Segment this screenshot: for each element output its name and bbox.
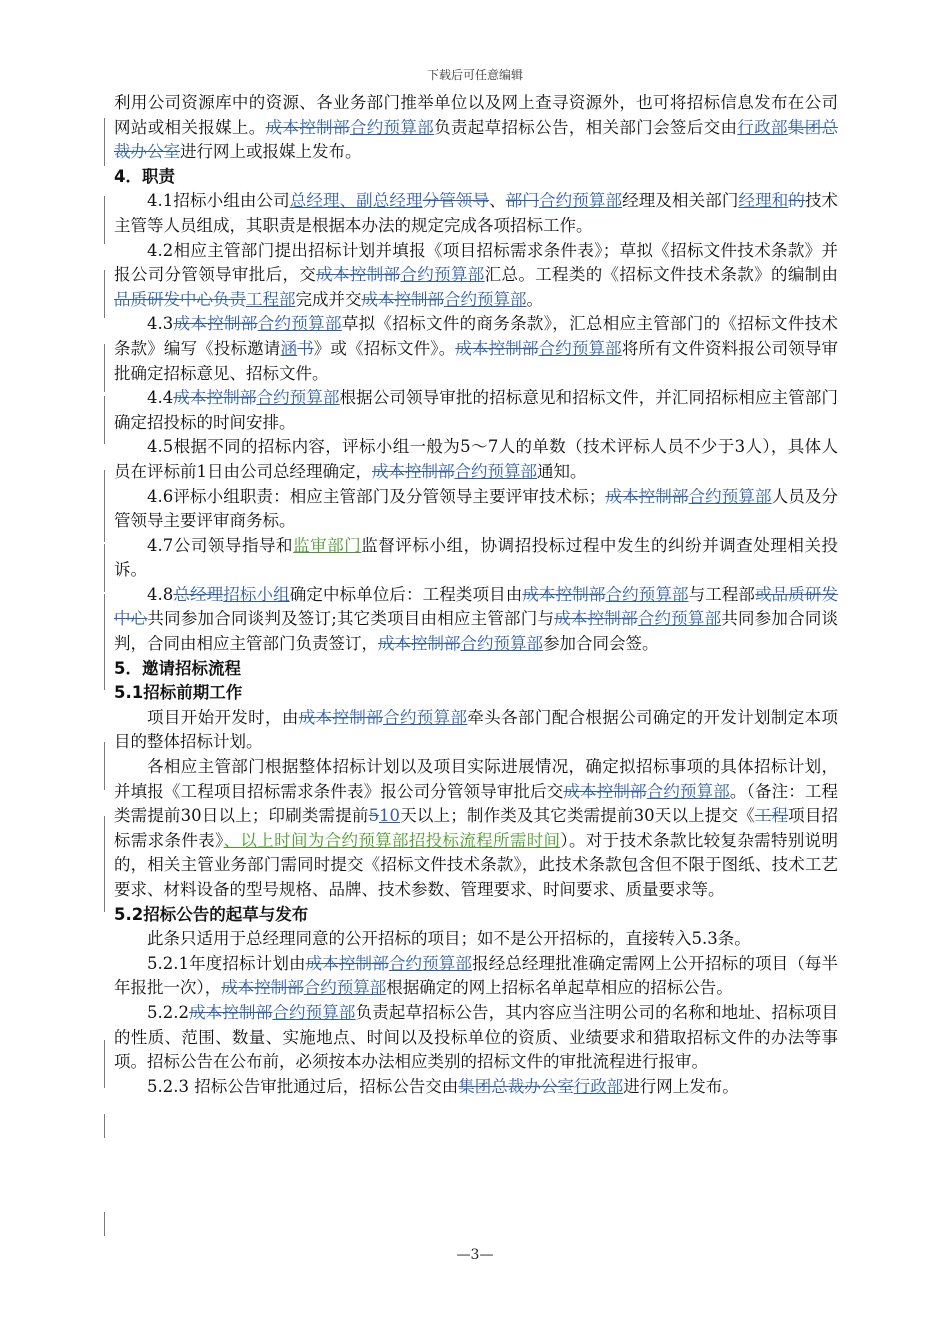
section-heading-4: 4．职责 bbox=[114, 166, 175, 186]
section-heading-5-1: 5.1招标前期工作 bbox=[114, 683, 243, 703]
change-bar bbox=[104, 494, 105, 542]
paragraph-5-1-b: 各相应主管部门根据整体招标计划以及项目实际进展情况，确定拟招标事项的具体招标计划，并填报《工程项目招标需求条件表》报公司分管领导审批后交成本控制部合约预算部。（备注：工程类需提前30日以上；印刷类需提前510天以上；制作类及其它类需提前30天以上提交《工程项目招标需求条件表》、以上时间为合约预算部招投标流程所需时间）。对于技术条款比较复杂需特别说明的，相关主管业务部门需同时提交《招标文件技术条款》，此技术条款包含但不限于图纸、技术工艺要求、材料设备的型号规格、品牌、技术参数、管理要求、时间要求、质量要求等。 bbox=[114, 757, 839, 899]
change-bar bbox=[104, 118, 105, 166]
change-bar bbox=[104, 470, 105, 494]
paragraph-4-1: 4.1招标小组由公司总经理、副总经理分管领导、部门合约预算部经理及相关部门经理和的技术主管等人员组成，其职责是根据本办法的规定完成各项招标工作。 bbox=[114, 191, 839, 235]
paragraph-4-3: 4.3成本控制部合约预算部草拟《招标文件的商务条款》，汇总相应主管部门的《招标文件技术条款》编写《投标邀请涵书》或《招标文件》。成本控制部合约预算部将所有文件资料报公司领导审批确定招标意见、招标文件。 bbox=[114, 314, 839, 383]
paragraph-intro: 利用公司资源库中的资源、各业务部门推举单位以及网上查寻资源外，也可将招标信息发布在公司网站或相关报媒上。成本控制部合约预算部负责起草招标公告，相关部门会签后交由行政部集团总裁办公室进行网上或报媒上发布。 bbox=[114, 93, 839, 162]
change-bar bbox=[104, 396, 105, 444]
change-bar bbox=[104, 594, 105, 690]
page-number: —3— bbox=[456, 1247, 494, 1263]
paragraph-4-4: 4.4成本控制部合约预算部根据公司领导审批的招标意见和招标文件，并汇同招标相应主管部门确定招投标的时间安排。 bbox=[114, 388, 839, 432]
page-header: 下载后可任意编辑 bbox=[426, 68, 523, 82]
section-heading-5-2: 5.2招标公告的起草与发布 bbox=[114, 904, 309, 924]
change-bar bbox=[104, 742, 105, 790]
document-body bbox=[114, 91, 838, 1099]
change-bar bbox=[104, 816, 105, 912]
paragraph-4-5: 4.5根据不同的招标内容，评标小组一般为5～7人的单数（技术评标人员不少于3人），具体人员在评标前1日由公司总经理确定，成本控制部合约预算部通知。 bbox=[114, 437, 838, 481]
paragraph-4-8: 4.8总经理招标小组确定中标单位后：工程类项目由成本控制部合约预算部与工程部或品质研发中心共同参加合同谈判及签订;其它类项目由相应主管部门与成本控制部合约预算部共同参加合同谈判，合同由相应主管部门负责签订，成本控制部合约预算部参加合同会签。 bbox=[114, 584, 839, 654]
change-bar bbox=[104, 1040, 105, 1088]
paragraph-5-2-1: 5.2.1年度招标计划由成本控制部合约预算部报经总经理批准确定需网上公开招标的项目（每半年报批一次），成本控制部合约预算部根据确定的网上招标名单起草相应的招标公告。 bbox=[114, 953, 839, 998]
paragraph-5-2: 此条只适用于总经理同意的公开招标的项目；如不是公开招标的，直接转入5.3条。 bbox=[147, 929, 751, 949]
change-bar bbox=[104, 1212, 105, 1236]
change-bar bbox=[104, 344, 105, 392]
paragraph-4-7: 4.7公司领导指导和监审部门监督评标小组，协调招投标过程中发生的纠纷并调查处理相关投诉。 bbox=[114, 535, 839, 580]
change-bar bbox=[104, 196, 105, 244]
paragraph-5-1-a: 项目开始开发时，由成本控制部合约预算部牵头各部门配合根据公司确定的开发计划制定本项目的整体招标计划。 bbox=[114, 707, 839, 752]
change-bar bbox=[104, 270, 105, 318]
change-bar bbox=[104, 1114, 105, 1138]
section-heading-5: 5．邀请招标流程 bbox=[114, 658, 241, 678]
paragraph-5-2-2: 5.2.2成本控制部合约预算部负责起草招标公告，其内容应当注明公司的名称和地址、招标项目的性质、范围、数量、实施地点、时间以及投标单位的资质、业绩要求和猎取招标文件的办法等事项。招标公告在公布前，必须按本办法相应类别的招标文件的审批流程进行报审。 bbox=[114, 1002, 839, 1072]
change-bar bbox=[104, 544, 105, 592]
paragraph-4-2: 4.2相应主管部门提出招标计划并填报《项目招标需求条件表》；草拟《招标文件技术条款》并报公司分管领导审批后，交成本控制部合约预算部汇总。工程类的《招标文件技术条款》的编制由品质研发中心负责工程部完成并交成本控制部合约预算部。 bbox=[114, 240, 839, 309]
paragraph-5-2-3: 5.2.3 招标公告审批通过后，招标公告交由集团总裁办公室行政部进行网上发布。 bbox=[147, 1076, 739, 1096]
paragraph-4-6: 4.6评标小组职责：相应主管部门及分管领导主要评审技术标；成本控制部合约预算部人员及分管领导主要评审商务标。 bbox=[114, 486, 838, 531]
